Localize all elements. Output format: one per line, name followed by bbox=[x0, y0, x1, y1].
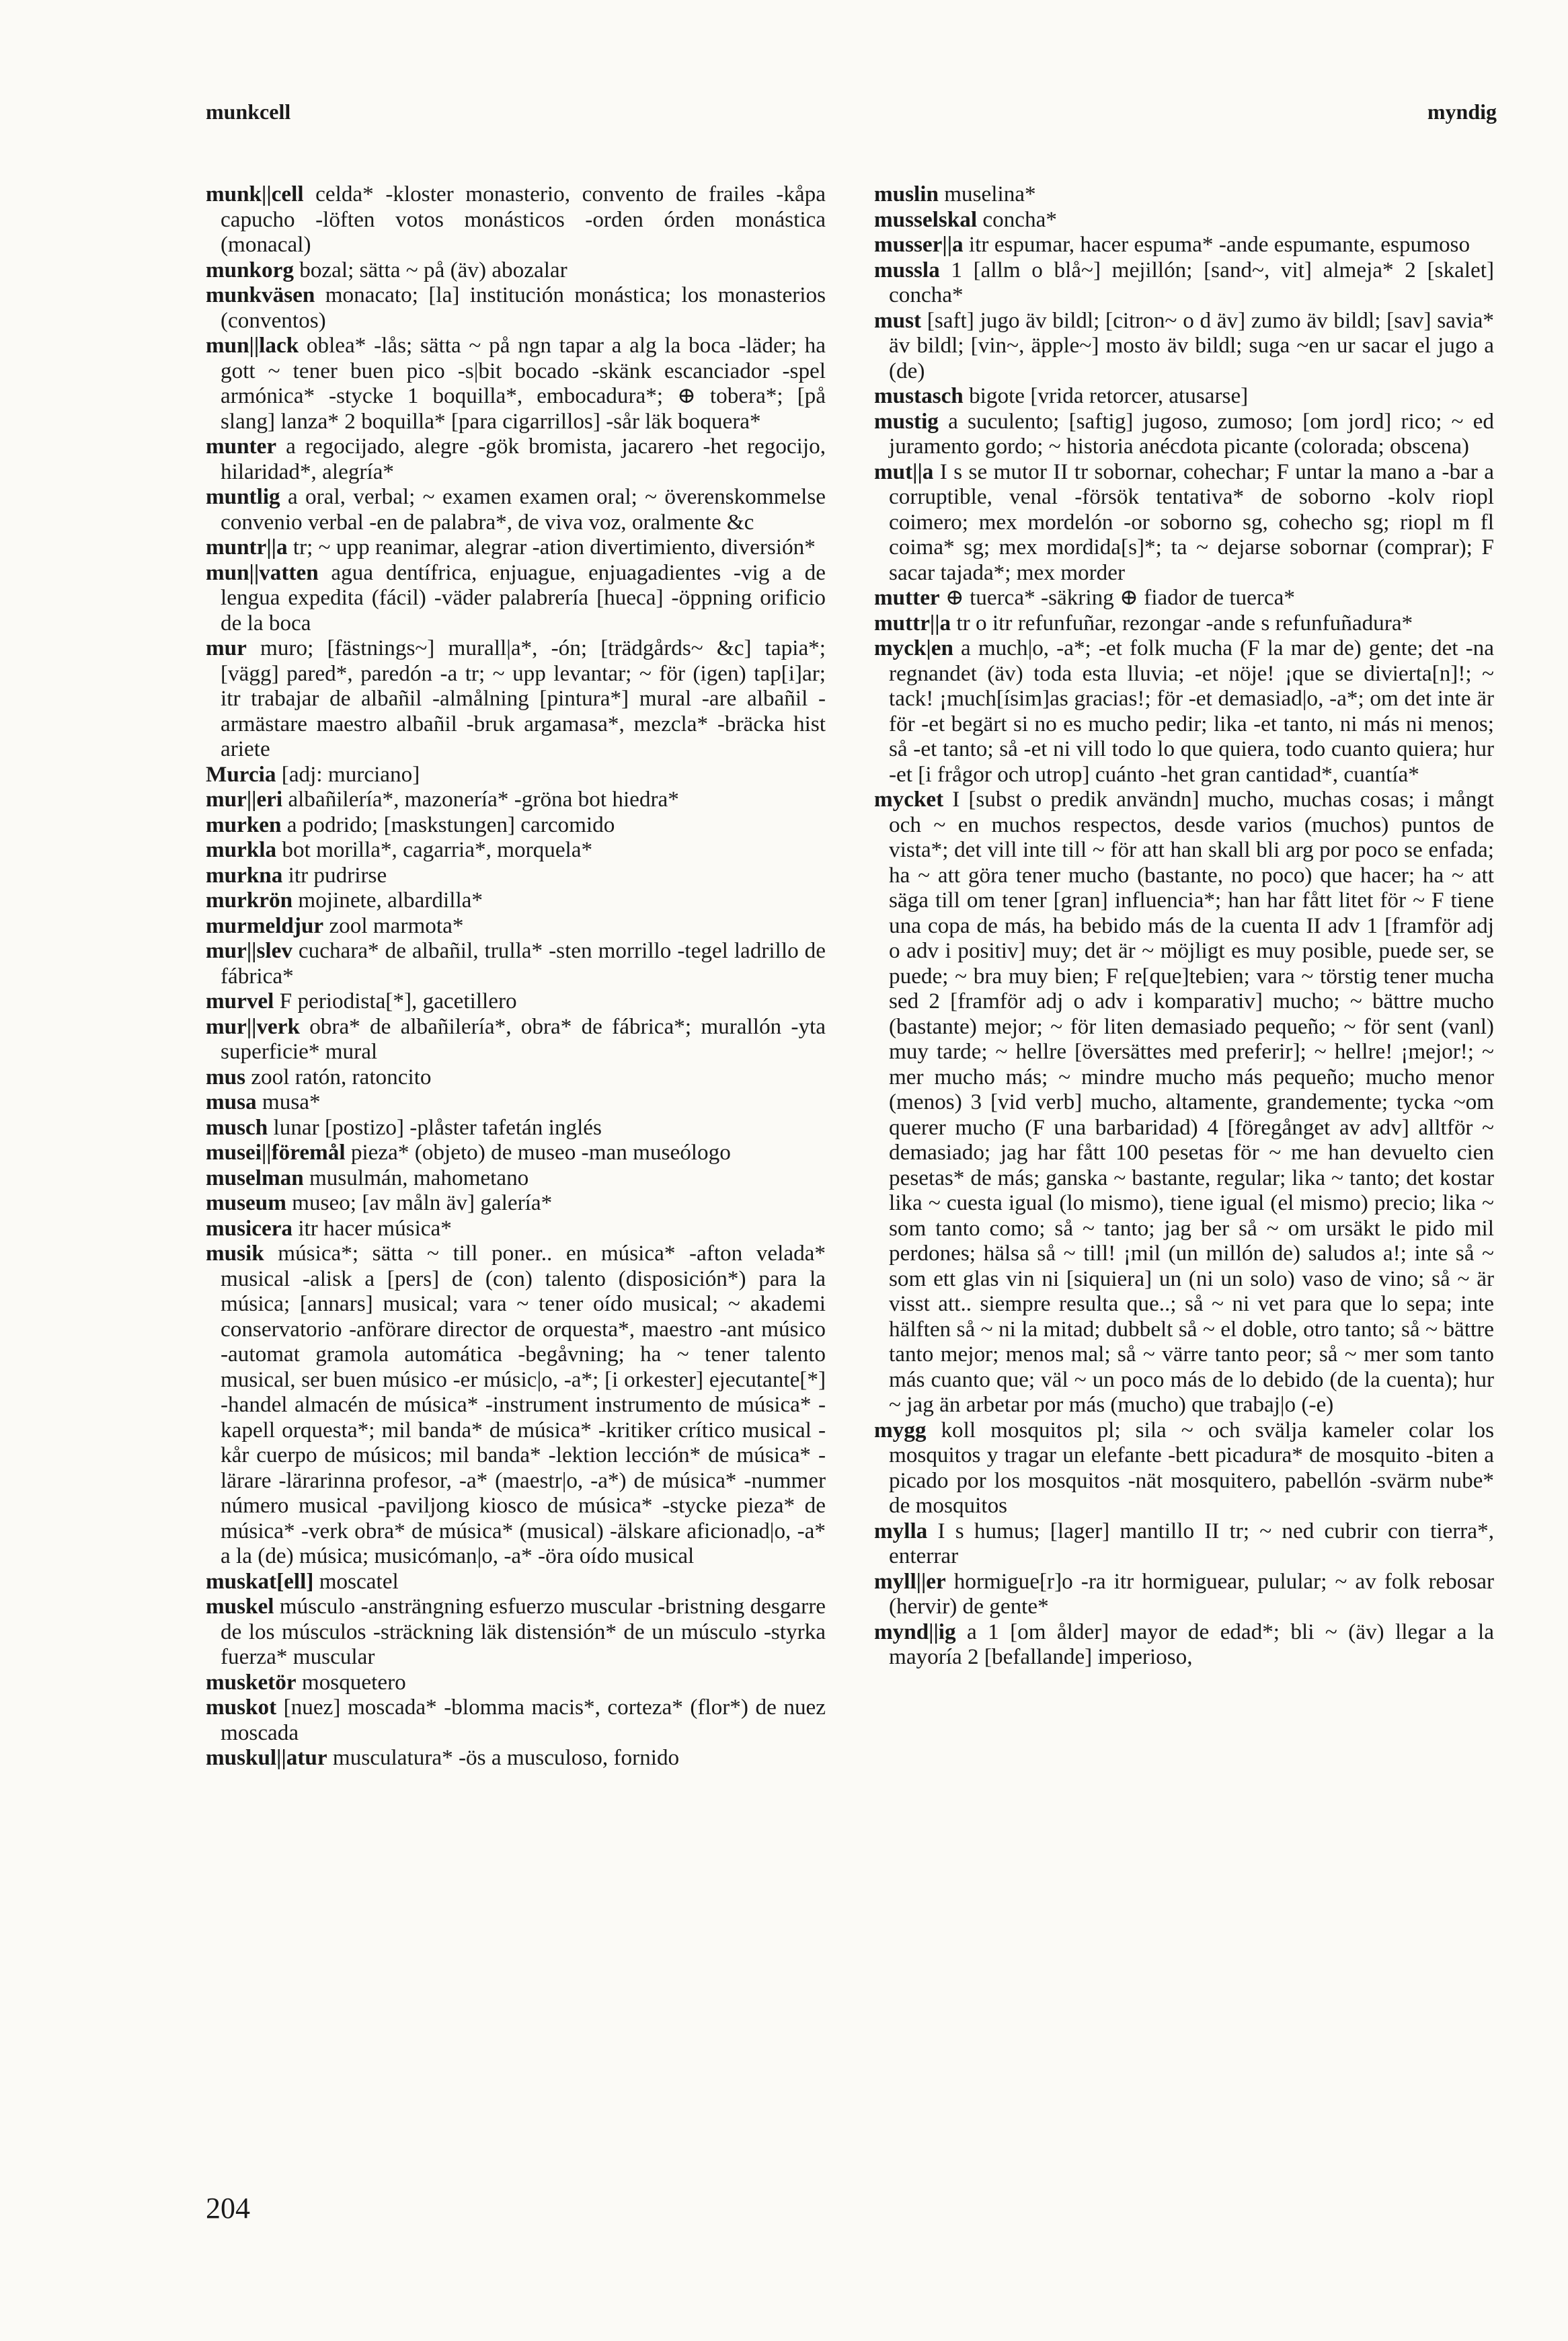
entry-definition: 1 [allm o blå~] mejillón; [sand~, vit] almeja* 2 [skalet] concha* bbox=[889, 257, 1494, 307]
entry-definition: hormigue[r]o -ra itr hormiguear, pulular; ~ av folk rebosar (hervir) de gente* bbox=[889, 1568, 1494, 1619]
entry-definition: oblea* -lås; sätta ~ på ngn tapar a alg la boca -läder; ha gott ~ tener buen pico -s|bit bocado -skänk escanciador -spel armónica* -stycke 1 boquilla*, embocadura*; ⊕ tobera*; [på slang] lanza* 2 boquilla* [para cigarrillos] -sår läk boquera* bbox=[221, 333, 826, 434]
dictionary-entry bbox=[206, 1115, 826, 1141]
dictionary-entry bbox=[206, 837, 826, 863]
entry-headword: musch bbox=[206, 1114, 268, 1140]
entry-headword: mustig bbox=[874, 408, 939, 434]
entry-definition: albañilería*, mazonería* -gröna bot hiedra* bbox=[282, 787, 679, 812]
dictionary-entry bbox=[206, 333, 826, 434]
entry-headword: murmeldjur bbox=[206, 913, 324, 938]
entry-headword: muttr||a bbox=[874, 610, 951, 636]
entry-definition: [saft] jugo äv bildl; [citron~ o d äv] zumo äv bildl; [sav] savia* äv bildl; [vin~, äpple~] mosto äv bildl; suga ~en ur sacar el jugo a (de) bbox=[889, 307, 1494, 383]
dictionary-entry bbox=[206, 938, 826, 989]
dictionary-entry bbox=[206, 1165, 826, 1191]
dictionary-entry bbox=[206, 560, 826, 636]
dictionary-entry bbox=[206, 1190, 826, 1216]
dictionary-entry bbox=[874, 459, 1494, 586]
entry-headword: museum bbox=[206, 1190, 286, 1215]
right-column bbox=[874, 182, 1494, 1670]
dictionary-entry bbox=[874, 182, 1494, 207]
entry-definition: I s se mutor II tr sobornar, cohechar; F untar la mano a -bar a corruptible, venal -försök tentativa* de soborno -kolv riopl coimero; mex mordelón -or soborno sg, cohecho sg; riopl m fl coima* sg; mex mordida[s]*; ta ~ dejarse sobornar (comprar); F sacar tajada*; mex morder bbox=[889, 459, 1494, 585]
entry-headword: mur bbox=[206, 636, 247, 660]
entry-definition: agua dentífrica, enjuague, enjuagadientes -vig a de lengua expedita (fácil) -väder palabrería [hueca] -öppning orificio de la boca bbox=[221, 560, 826, 636]
entry-definition: a oral, verbal; ~ examen examen oral; ~ överenskommelse convenio verbal -en de palabra*, de viva voz, oralmente &c bbox=[221, 484, 826, 535]
entry-headword: musa bbox=[206, 1089, 257, 1114]
dictionary-entry bbox=[206, 1594, 826, 1670]
entry-headword: mussla bbox=[874, 257, 940, 282]
dictionary-entry bbox=[874, 409, 1494, 459]
entry-headword: muslin bbox=[874, 182, 939, 206]
entry-headword: muskat[ell] bbox=[206, 1568, 314, 1594]
entry-definition: bigote [vrida retorcer, atusarse] bbox=[963, 383, 1249, 408]
entry-definition: tr; ~ upp reanimar, alegrar -ation divertimiento, diversión* bbox=[287, 535, 816, 560]
dictionary-entry bbox=[206, 812, 826, 838]
entry-definition: ⊕ tuerca* -säkring ⊕ fiador de tuerca* bbox=[939, 585, 1295, 610]
dictionary-entry bbox=[874, 1418, 1494, 1519]
entry-headword: muskul||atur bbox=[206, 1745, 327, 1770]
entry-headword: musicera bbox=[206, 1215, 293, 1241]
entry-headword: myll||er bbox=[874, 1568, 946, 1594]
dictionary-entry bbox=[874, 1519, 1494, 1569]
entry-headword: muskel bbox=[206, 1594, 274, 1619]
entry-headword: mus bbox=[206, 1064, 246, 1089]
entry-headword: mygg bbox=[874, 1417, 927, 1443]
entry-headword: musketör bbox=[206, 1669, 297, 1695]
entry-headword: munter bbox=[206, 434, 277, 459]
entry-headword: mun||lack bbox=[206, 333, 299, 358]
dictionary-entry bbox=[206, 1089, 826, 1115]
entry-headword: mylla bbox=[874, 1518, 928, 1543]
entry-headword: munkväsen bbox=[206, 282, 315, 307]
entry-headword: mun||vatten bbox=[206, 560, 319, 585]
left-column bbox=[206, 182, 826, 1771]
entry-definition: [adj: murciano] bbox=[276, 761, 420, 787]
entry-headword: mur||verk bbox=[206, 1013, 300, 1039]
dictionary-entry bbox=[206, 484, 826, 535]
dictionary-entry bbox=[874, 258, 1494, 308]
dictionary-entry bbox=[206, 258, 826, 283]
dictionary-entry bbox=[874, 787, 1494, 1418]
dictionary-entry bbox=[206, 1140, 826, 1165]
entry-definition: pieza* (objeto) de museo -man museólogo bbox=[345, 1140, 731, 1165]
entry-definition: bozal; sätta ~ på (äv) abozalar bbox=[293, 257, 567, 282]
dictionary-entry bbox=[874, 1619, 1494, 1670]
entry-definition: concha* bbox=[977, 206, 1057, 232]
entry-definition: musa* bbox=[256, 1089, 321, 1114]
entry-headword: mynd||ig bbox=[874, 1619, 956, 1644]
entry-definition: lunar [postizo] -plåster tafetán inglés bbox=[268, 1114, 602, 1140]
entry-headword: muselman bbox=[206, 1165, 304, 1190]
entry-headword: munkorg bbox=[206, 257, 294, 282]
dictionary-entry bbox=[874, 383, 1494, 409]
dictionary-entry bbox=[206, 787, 826, 812]
entry-definition: musculatura* -ös a musculoso, fornido bbox=[327, 1745, 680, 1770]
running-head-left: munkcell bbox=[206, 100, 291, 124]
entry-definition: F periodista[*], gacetillero bbox=[274, 989, 517, 1013]
entry-definition: musulmán, mahometano bbox=[303, 1165, 529, 1190]
entry-definition: cuchara* de albañil, trulla* -sten morrillo -tegel ladrillo de fábrica* bbox=[221, 938, 826, 989]
entry-headword: murken bbox=[206, 812, 282, 837]
dictionary-entry bbox=[206, 913, 826, 939]
dictionary-entry bbox=[874, 636, 1494, 787]
entry-definition: I [subst o predik användn] mucho, muchas cosas; i mångt och ~ en muchos respectos, desde varios (muchos) puntos de vista*; det vill inte till ~ för att han skall bli arg por poco se enfada; ha ~ att göra tener mucho (bastante, no poco) que hacer; ha ~ att säga till om tener [gran] influencia*; han har fått litet för ~ F tiene una copa de más, ha bebido más de la cuenta II adv 1 [framför adj o adv i positiv] muy; det är ~ möjligt es muy posible, puede ser, se puede; ~ bra muy bien; F re[que]tebien; vara ~ törstig tener mucha sed 2 [framför adj o adv i komparativ] mucho; ~ bättre mucho (bastante) mejor; ~ för liten demasiado pequeño; ~ för sent (vanl) muy tarde; ~ hellre [översättes med preferir]; ~ hellre! ¡mejor!; ~ mer mucho más; ~ mindre mucho más pequeño; mucho menor (menos) 3 [vid verb] mucho, altamente, grandemente; tycka ~om querer mucho (F una barbaridad) 4 [föregånget av adv] alltför ~ demasiado; jag har fått 100 pesetas för ~ me han devuelto cien pesetas* de más; ganska ~ bastante, regular; lika ~ tanto; det kostar lika ~ cuesta igual (lo mismo), tiene igual (el mismo) precio; lika ~ som tanto como; så ~ tanto; jag ber så ~ om ursäkt le pido mil perdones; hälsa så ~ till! ¡mil (un millón de) saludos a!; inte så ~ som ett glas vin ni [siquiera] un (ni un solo) vaso de vino; så ~ är visst att.. siempre resulta que..; så ~ ni vet para que lo sepa; inte hälften så ~ ni la mitad; dubbelt så ~ el doble, otro tanto; så ~ bättre tanto mejor; menos mal; så ~ värre tanto peor; så ~ mer som tanto más cuanto que; väl ~ un poco más de lo debido (de la cuenta); hur ~ jag än arbetar por más (mucho) que trabaj|o (-e) bbox=[889, 787, 1494, 1417]
entry-definition: zool marmota* bbox=[323, 913, 464, 938]
entry-definition: música*; sätta ~ till poner.. en música* -afton velada* musical -alisk a [pers] de (con) talento (disposición*) para la música; [annars] musical; vara ~ tener oído musical; ~ akademi conservatorio -anförare director de orquesta*, maestro -ant músico -automat gramola automática -begåvning; ha ~ tener talento musical, ser buen músico -er músic|o, -a*; [i orkester] ejecutante[*] -handel almacén de música* -instrument instrumento de música* -kapell orquesta*; mil banda* de música* -kritiker crítico musical -kår cuerpo de músicos; mil banda* -lektion lección* de música* -lärare -lärarinna profesor, -a* (maestr|o, -a*) de música* -nummer número musical -paviljong kiosco de música* -stycke pieza* de música* -verk obra* de música* (musical) -älskare aficionad|o, -a* a la (de) música; musicóman|o, -a* -öra oído musical bbox=[221, 1241, 826, 1568]
dictionary-entry bbox=[206, 888, 826, 913]
entry-headword: myck|en bbox=[874, 636, 953, 660]
entry-definition: [nuez] moscada* -blomma macis*, corteza* (flor*) de nuez moscada bbox=[221, 1695, 826, 1745]
dictionary-entry bbox=[206, 282, 826, 333]
entry-definition: zool ratón, ratoncito bbox=[245, 1064, 432, 1089]
entry-headword: murkrön bbox=[206, 888, 293, 913]
entry-definition: koll mosquitos pl; sila ~ och svälja kameler colar los mosquitos y tragar un elefante -bett picadura* de mosquito -biten a picado por los mosquitos -nät mosquitero, pabellón -svärm nube* de mosquitos bbox=[889, 1417, 1494, 1518]
entry-definition: a suculento; [saftig] jugoso, zumoso; [om jord] rico; ~ ed juramento gordo; ~ historia anécdota picante (colorada; obscena) bbox=[889, 408, 1494, 459]
entry-definition: moscatel bbox=[313, 1568, 399, 1594]
entry-headword: musei||föremål bbox=[206, 1140, 346, 1165]
entry-headword: must bbox=[874, 307, 922, 333]
entry-definition: mosquetero bbox=[296, 1669, 406, 1695]
dictionary-entry bbox=[874, 585, 1494, 611]
entry-definition: bot morilla*, cagarria*, morquela* bbox=[276, 837, 593, 862]
entry-headword: Murcia bbox=[206, 761, 276, 787]
dictionary-entry bbox=[874, 308, 1494, 384]
entry-definition: itr espumar, hacer espuma* -ande espumante, espumoso bbox=[963, 232, 1471, 257]
entry-definition: músculo -ansträngning esfuerzo muscular -bristning desgarre de los músculos -sträckning läk distensión* de un músculo -styrka fuerza* muscular bbox=[221, 1594, 826, 1669]
entry-headword: mut||a bbox=[874, 459, 934, 484]
entry-headword: musselskal bbox=[874, 206, 978, 232]
entry-headword: muskot bbox=[206, 1695, 277, 1720]
dictionary-entry bbox=[206, 762, 826, 788]
entry-headword: mustasch bbox=[874, 383, 964, 408]
dictionary-entry bbox=[206, 1241, 826, 1569]
entry-headword: mycket bbox=[874, 787, 944, 812]
dictionary-entry bbox=[206, 434, 826, 484]
entry-headword: munk||cell bbox=[206, 182, 304, 206]
entry-definition: muselina* bbox=[938, 182, 1036, 206]
entry-headword: murkna bbox=[206, 862, 283, 888]
dictionary-entry bbox=[206, 1065, 826, 1090]
entry-headword: muntr||a bbox=[206, 535, 288, 560]
entry-definition: itr pudrirse bbox=[282, 862, 387, 888]
entry-definition: museo; [av måln äv] galería* bbox=[286, 1190, 553, 1215]
entry-definition: tr o itr refunfuñar, rezongar -ande s refunfuñadura* bbox=[951, 610, 1413, 636]
entry-definition: muro; [fästnings~] murall|a*, -ón; [trädgårds~ &c] tapia*; [vägg] pared*, paredón -a tr; ~ upp levantar; ~ för (igen) tap[i]ar; itr trabajar de albañil -almålning [pintura*] mural -are albañil -armästare maestro albañil -bruk argamasa*, mezcla* -bräcka hist ariete bbox=[221, 636, 826, 761]
entry-definition: a much|o, -a*; -et folk mucha (F la mar de) gente; det -na regnandet (äv) toda esta lluvia; -et nöje! ¡que se divierta[n]!; ~ tack! ¡much[ísim]as gracias!; för -et demasiad|o, -a*; om det inte är för -et begärt si no es mucho pedir; lika -et tanto, ni más ni menos; så -et tanto; så -et ni vill todo lo que quiera, todo cuanto quiera; hur -et [i frågor och utrop] cuánto -het gran cantidad*, cuantía* bbox=[889, 636, 1494, 787]
dictionary-entry bbox=[874, 611, 1494, 636]
entry-headword: musser||a bbox=[874, 232, 964, 257]
dictionary-entry bbox=[206, 1670, 826, 1695]
dictionary-entry bbox=[206, 1745, 826, 1771]
dictionary-entry bbox=[206, 182, 826, 258]
dictionary-entry bbox=[206, 1216, 826, 1241]
dictionary-entry bbox=[206, 1014, 826, 1065]
page-number: 204 bbox=[206, 2192, 250, 2225]
entry-definition: I s humus; [lager] mantillo II tr; ~ ned cubrir con tierra*, enterrar bbox=[889, 1518, 1494, 1568]
entry-definition: monacato; [la] institución monástica; los monasterios (conventos) bbox=[221, 282, 826, 333]
entry-definition: mojinete, albardilla* bbox=[292, 888, 483, 913]
entry-definition: a 1 [om ålder] mayor de edad*; bli ~ (äv) llegar a la mayoría 2 [befallande] imperioso, bbox=[889, 1619, 1494, 1669]
entry-headword: muntlig bbox=[206, 484, 280, 509]
entry-definition: itr hacer música* bbox=[292, 1215, 452, 1241]
entry-definition: celda* -kloster monasterio, convento de frailes -kåpa capucho -löften votos monásticos -orden órden monástica (monacal) bbox=[221, 182, 826, 257]
dictionary-entry bbox=[206, 535, 826, 560]
entry-headword: murvel bbox=[206, 989, 274, 1013]
entry-definition: a regocijado, alegre -gök bromista, jacarero -het regocijo, hilaridad*, alegría* bbox=[221, 434, 826, 484]
dictionary-entry bbox=[206, 989, 826, 1014]
entry-headword: musik bbox=[206, 1241, 264, 1266]
entry-definition: a podrido; [maskstungen] carcomido bbox=[281, 812, 615, 837]
dictionary-entry bbox=[874, 232, 1494, 258]
dictionary-entry bbox=[874, 207, 1494, 233]
entry-headword: mutter bbox=[874, 585, 940, 610]
dictionary-entry bbox=[206, 1695, 826, 1745]
entry-headword: murkla bbox=[206, 837, 277, 862]
entry-headword: mur||eri bbox=[206, 787, 283, 812]
entry-headword: mur||slev bbox=[206, 938, 292, 963]
running-head-right: myndig bbox=[1427, 100, 1497, 124]
dictionary-entry bbox=[874, 1569, 1494, 1619]
dictionary-entry bbox=[206, 1569, 826, 1595]
entry-definition: obra* de albañilería*, obra* de fábrica*; murallón -yta superficie* mural bbox=[221, 1013, 826, 1064]
dictionary-entry bbox=[206, 636, 826, 762]
dictionary-entry bbox=[206, 863, 826, 888]
